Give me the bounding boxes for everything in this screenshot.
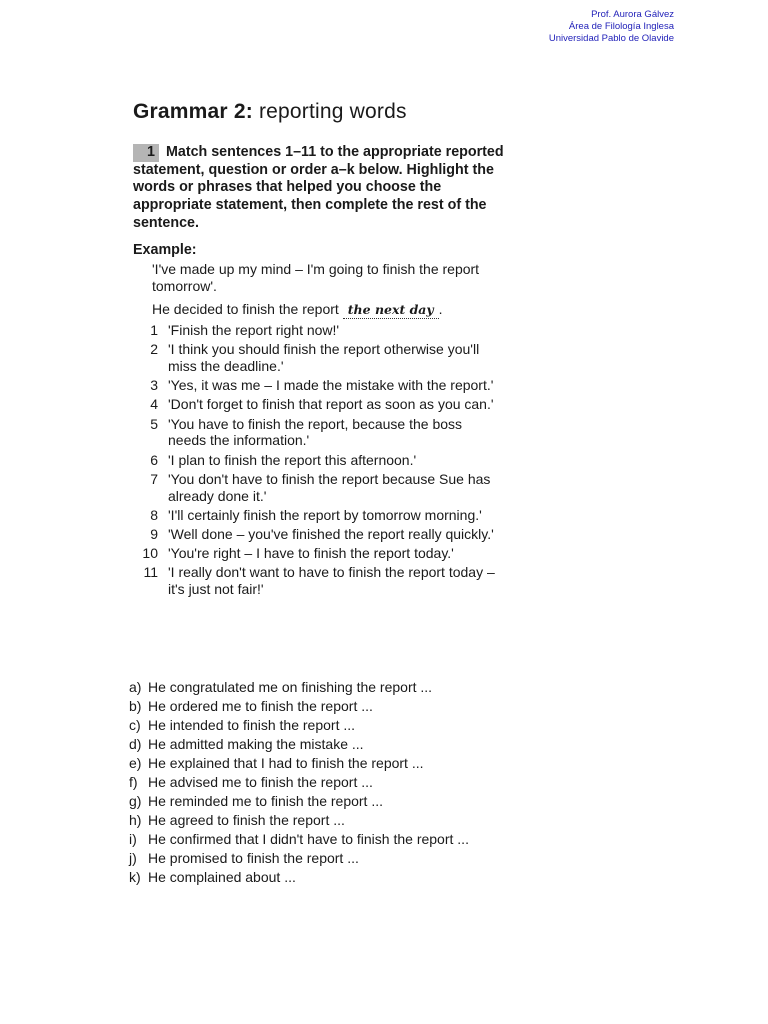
- sentence-item: [130, 322, 500, 339]
- reported-statement-list: [129, 679, 489, 888]
- answer-item: [129, 679, 489, 696]
- sentence-number: 11: [143, 564, 158, 581]
- answer-letter: d): [129, 735, 142, 752]
- answer-text: He promised to finish the report ...: [148, 849, 359, 866]
- sentence-item: [130, 526, 500, 543]
- answer-letter: i): [129, 830, 137, 847]
- sentence-item: [130, 396, 500, 413]
- sentence-text: 'I think you should finish the report otherwise you'll miss the deadline.': [168, 341, 480, 374]
- sentence-item: [130, 377, 500, 394]
- author-header: [549, 9, 674, 45]
- sentence-item: [130, 416, 500, 450]
- answer-letter: a): [129, 679, 142, 695]
- answer-letter: f): [129, 773, 138, 790]
- exercise-instructions: [133, 144, 513, 233]
- answer-text: He advised me to finish the report ...: [148, 773, 373, 790]
- sentence-text: 'Finish the report right now!': [168, 322, 340, 338]
- author-name: Prof. Aurora Gálvez: [591, 9, 674, 20]
- example-label: Example:: [133, 242, 197, 258]
- answer-item: [129, 774, 489, 791]
- sentence-number: 3: [150, 377, 158, 394]
- sentence-number: 5: [150, 415, 158, 432]
- answer-text: He agreed to finish the report ...: [148, 811, 345, 828]
- answer-item: [129, 717, 489, 734]
- answer-letter: j): [129, 849, 137, 866]
- page-title: [133, 100, 407, 124]
- sentence-text: 'Don't forget to finish that report as soon as you can.': [168, 396, 494, 413]
- example-reported: [152, 301, 492, 319]
- answer-text: He admitted making the mistake ...: [148, 735, 364, 752]
- sentence-text: 'You're right – I have to finish the report today.': [168, 545, 454, 562]
- example-block: [152, 261, 492, 319]
- answer-item: [129, 736, 489, 753]
- answer-letter: e): [129, 754, 142, 771]
- answer-letter: k): [129, 868, 141, 885]
- sentence-text: 'Yes, it was me – I made the mistake with the report.': [168, 377, 494, 394]
- sentence-number: 6: [150, 451, 158, 468]
- answer-item: [129, 793, 489, 810]
- answer-item: [129, 812, 489, 829]
- sentence-item: [130, 507, 500, 524]
- answer-text: He ordered me to finish the report ...: [148, 697, 373, 714]
- example-handwritten-answer: the next day: [343, 301, 439, 319]
- answer-item: [129, 869, 489, 886]
- answer-text: He intended to finish the report ...: [148, 716, 356, 733]
- answer-letter: b): [129, 697, 142, 714]
- answer-text: He congratulated me on finishing the report ...: [148, 679, 433, 695]
- sentence-item: [130, 341, 500, 375]
- answer-text: He reminded me to finish the report ...: [148, 792, 383, 809]
- answer-item: [129, 698, 489, 715]
- sentence-item: [130, 545, 500, 562]
- sentence-text: 'I plan to finish the report this afternoon.': [168, 451, 417, 468]
- sentence-item: [130, 471, 500, 505]
- instructions-text: Match sentences 1–11 to the appropriate reported statement, question or order a–k below. Highlight the words or phrases that helped you choose the appropriate statement, then complete the rest of the sentence.: [133, 144, 504, 231]
- answer-letter: c): [129, 716, 141, 733]
- exercise-number-badge: 1: [133, 144, 159, 162]
- answer-letter: g): [129, 792, 142, 809]
- sentence-number: 2: [150, 341, 158, 358]
- answer-item: [129, 755, 489, 772]
- example-reported-prefix: He decided to finish the report: [152, 301, 339, 317]
- sentence-number: 10: [142, 545, 158, 562]
- sentence-text: 'You don't have to finish the report because Sue has already done it.': [168, 470, 491, 504]
- sentence-number: 1: [150, 322, 158, 338]
- sentence-text: 'You have to finish the report, because the boss needs the information.': [168, 415, 463, 449]
- sentence-text: 'I'll certainly finish the report by tomorrow morning.': [168, 506, 482, 523]
- sentence-text: 'I really don't want to have to finish the report today – it's just not fair!': [168, 564, 495, 598]
- sentence-number: 8: [150, 506, 158, 523]
- example-quote: 'I've made up my mind – I'm going to finish the report tomorrow'.: [152, 261, 480, 294]
- answer-text: He complained about ...: [148, 868, 296, 885]
- sentence-number: 4: [150, 396, 158, 413]
- example-answer-suffix: .: [438, 301, 443, 317]
- answer-item: [129, 831, 489, 848]
- sentence-text: 'Well done – you've finished the report really quickly.': [168, 525, 494, 542]
- sentence-number: 9: [150, 525, 158, 542]
- sentence-item: [130, 564, 500, 598]
- sentence-item: [130, 452, 500, 469]
- answer-item: [129, 850, 489, 867]
- sentence-list: [130, 322, 500, 600]
- title-rest: reporting words: [258, 100, 407, 123]
- title-bold: Grammar 2:: [133, 100, 253, 123]
- sentence-number: 7: [150, 470, 158, 487]
- department: Área de Filología Inglesa: [568, 21, 674, 32]
- university: Universidad Pablo de Olavide: [548, 33, 674, 44]
- answer-text: He explained that I had to finish the report ...: [148, 754, 424, 771]
- answer-letter: h): [129, 811, 142, 828]
- answer-text: He confirmed that I didn't have to finish the report ...: [148, 830, 469, 847]
